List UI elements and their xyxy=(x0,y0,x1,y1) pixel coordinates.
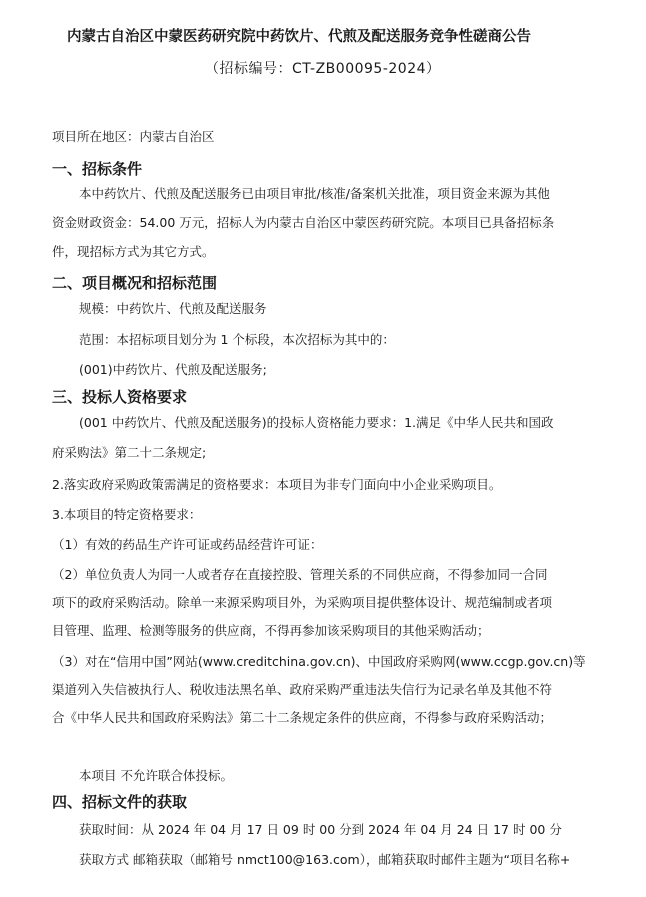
paragraph-line: （2）单位负责人为同一人或者存在直接控股、管理关系的不同供应商，不得参加同一合同 xyxy=(52,567,548,582)
paragraph-line: 渠道列入失信被执行人、税收违法黑名单、政府采购严重违法失信行为记录名单及其他不符 xyxy=(52,682,553,697)
paragraph-line: 范围：本招标项目划分为 1 个标段，本次招标为其中的： xyxy=(79,332,395,347)
document-title: 内蒙古自治区中蒙医药研究院中药饮片、代煎及配送服务竞争性磋商公告 xyxy=(67,29,531,45)
paragraph-line: 2.落实政府采购政策需满足的资格要求：本项目为非专门面向中小企业采购项目。 xyxy=(52,477,502,492)
paragraph-line: 3.本项目的特定资格要求： xyxy=(52,507,202,522)
paragraph-line: 获取方式 邮箱获取（邮箱号 nmct100@163.com），邮箱获取时邮件主题为“项目名称+ xyxy=(79,852,571,867)
paragraph-line: (001 中药饮片、代煎及配送服务)的投标人资格能力要求：1.满足《中华人民共和国政 xyxy=(79,415,554,430)
tender-number: （招标编号：CT-ZB00095-2024） xyxy=(205,61,441,77)
section-heading-3: 三、投标人资格要求 xyxy=(52,388,188,406)
paragraph-line: (001)中药饮片、代煎及配送服务; xyxy=(79,362,267,377)
section-heading-1: 一、招标条件 xyxy=(52,160,143,178)
paragraph-line: 本项目 不允许联合体投标。 xyxy=(79,768,233,783)
paragraph-line: 本中药饮片、代煎及配送服务已由项目审批/核准/备案机关批准，项目资金来源为其他 xyxy=(79,186,550,201)
paragraph-line: 件，现招标方式为其它方式。 xyxy=(52,244,215,259)
paragraph-line: 合《中华人民共和国政府采购法》第二十二条规定条件的供应商，不得参与政府采购活动； xyxy=(52,710,553,725)
section-heading-2: 二、项目概况和招标范围 xyxy=(52,274,218,292)
paragraph-line: 府采购法》第二十二条规定; xyxy=(52,445,207,460)
paragraph-line: 获取时间：从 2024 年 04 月 17 日 09 时 00 分到 2024 年 04 月 24 日 17 时 00 分 xyxy=(79,822,562,837)
paragraph-line: 项下的政府采购活动。除单一来源采购项目外，为采购项目提供整体设计、规范编制或者项 xyxy=(52,595,553,610)
paragraph-line: （1）有效的药品生产许可证或药品经营许可证： xyxy=(52,537,323,552)
project-region: 项目所在地区：内蒙古自治区 xyxy=(52,129,215,144)
section-heading-4: 四、招标文件的获取 xyxy=(52,793,188,811)
paragraph-line: 规模：中药饮片、代煎及配送服务 xyxy=(79,301,267,316)
paragraph-line: 目管理、监理、检测等服务的供应商，不得再参加该采购项目的其他采购活动； xyxy=(52,623,490,638)
paragraph-line: 资金财政资金：54.00 万元，招标人为内蒙古自治区中蒙医药研究院。本项目已具备招标条 xyxy=(52,215,555,230)
paragraph-line: （3）对在“信用中国”网站(www.creditchina.gov.cn)、中国政府采购网(www.ccgp.gov.cn)等 xyxy=(52,654,586,669)
